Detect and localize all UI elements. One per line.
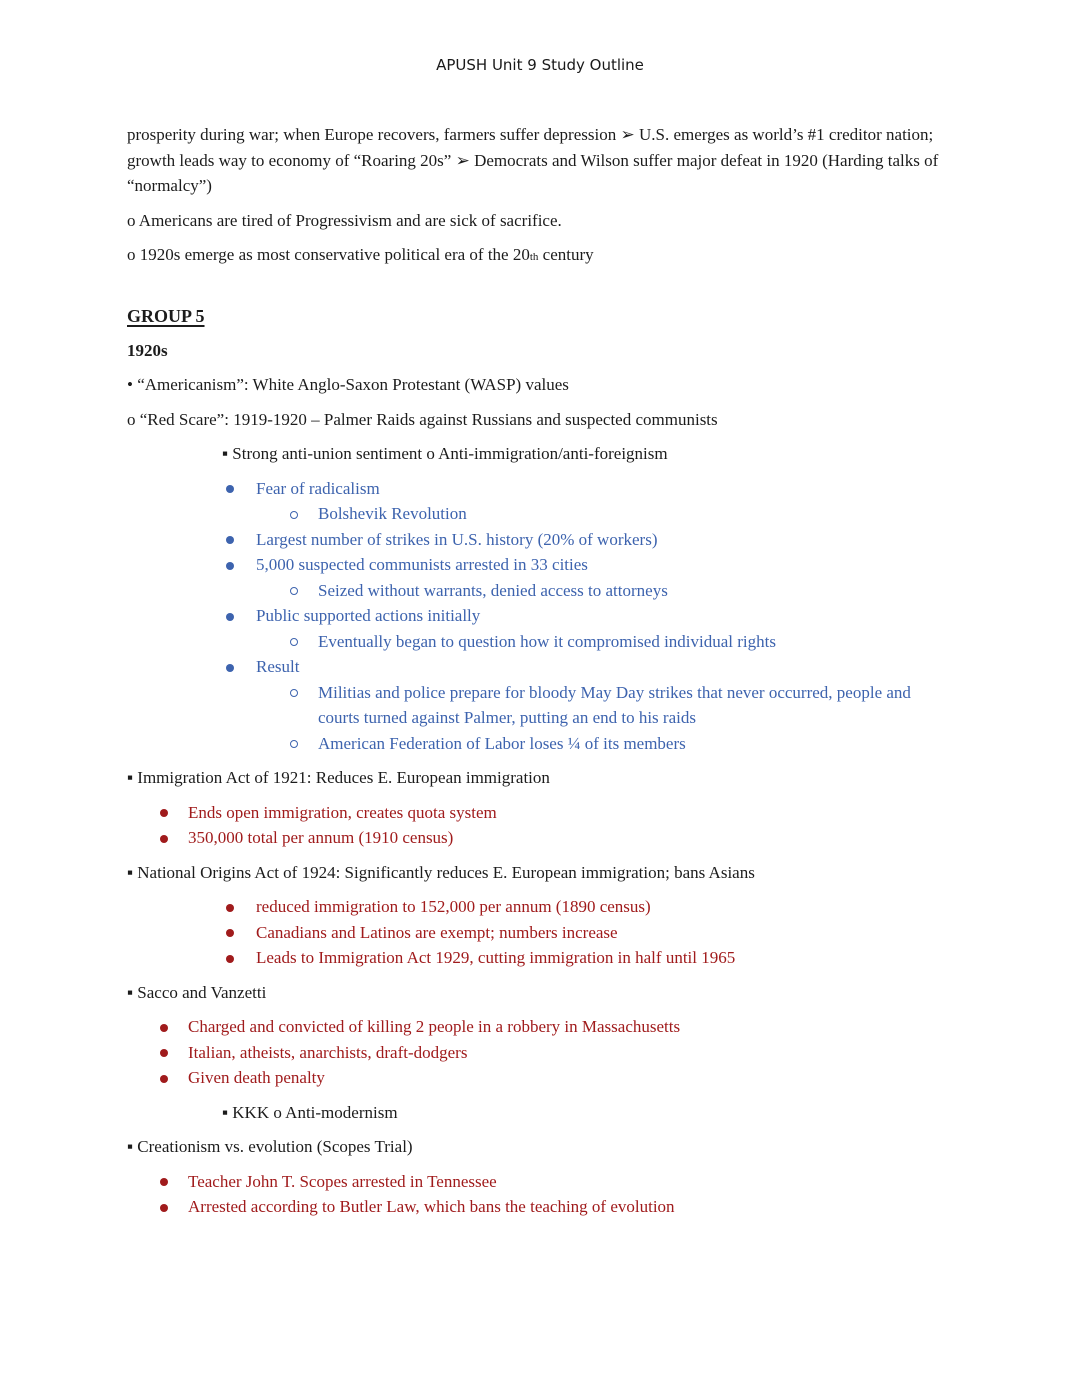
list-item [127,1194,953,1220]
list-item-text: Bolshevik Revolution [318,504,467,523]
list-item [127,1065,953,1091]
list-item-text: Fear of radicalism [256,478,380,498]
list-item [127,527,953,553]
filled-bullet-icon [160,1178,168,1186]
hollow-bullet-icon [290,638,298,646]
bullet-anti-union: ▪ Strong anti-union sentiment o Anti-immigration/anti-foreignism [222,444,668,463]
intro-point-conservative-suffix: century [538,245,594,264]
filled-bullet-icon [160,1049,168,1057]
list-item-text: Teacher John T. Scopes arrested in Tennessee [188,1171,497,1191]
list-item [127,476,953,502]
heading-national-origins-act-1924: ▪ National Origins Act of 1924: Significantly reduces E. European immigration; bans Asians [127,862,755,882]
national-origins-act-list [127,894,953,971]
filled-bullet-icon [160,1075,168,1083]
list-item-text: Result [256,657,300,676]
list-item-text: 5,000 suspected communists arrested in 33 cities [256,555,588,574]
list-item-text: Leads to Immigration Act 1929, cutting immigration in half until 1965 [256,948,736,967]
list-item [127,1040,953,1066]
intro-paragraph: prosperity during war; when Europe recovers, farmers suffer depression ➢ U.S. emerges as world’s #1 creditor nation; growth leads way to economy of “Roaring 20s” ➢ Democrats and Wilson suffer major defeat in 1920 (Harding talks of “normalcy”) [127,125,939,195]
group5-subheading: 1920s [127,340,168,360]
list-item-text: Italian, atheists, anarchists, draft-dodgers [188,1042,468,1062]
red-scare-list [127,476,953,757]
filled-bullet-icon [160,809,168,817]
bullet-americanism: • “Americanism”: White Anglo-Saxon Protestant (WASP) values [127,375,569,394]
filled-bullet-icon [226,613,234,621]
list-item [127,800,953,826]
list-item-text: Arrested according to Butler Law, which bans the teaching of evolution [188,1197,675,1216]
list-item [127,654,953,680]
list-item-text: American Federation of Labor loses ¼ of its members [318,733,686,753]
list-item [127,1169,953,1195]
list-item-text: Seized without warrants, denied access to attorneys [318,580,668,600]
list-item-text: Ends open immigration, creates quota system [188,802,497,822]
filled-bullet-icon [226,536,234,544]
filled-bullet-icon [226,929,234,937]
filled-bullet-icon [226,664,234,672]
list-item [127,629,953,655]
heading-scopes-trial: ▪ Creationism vs. evolution (Scopes Trial) [127,1137,413,1156]
hollow-bullet-icon [290,740,298,748]
hollow-bullet-icon [290,511,298,519]
bullet-red-scare: o “Red Scare”: 1919-1920 – Palmer Raids against Russians and suspected communists [127,409,718,429]
list-item [127,825,953,851]
filled-bullet-icon [160,1024,168,1032]
list-item [127,680,953,731]
bullet-kkk-antimodernism: ▪ KKK o Anti-modernism [222,1102,398,1122]
intro-point-conservative-prefix: o 1920s emerge as most conservative political era of the 20 [127,245,530,264]
list-item [127,552,953,578]
group5-heading: GROUP 5 [127,305,205,326]
list-item [127,501,953,527]
heading-sacco-vanzetti: ▪ Sacco and Vanzetti [127,982,267,1002]
list-item-text: Given death penalty [188,1068,325,1087]
list-item-text: Charged and convicted of killing 2 people in a robbery in Massachusetts [188,1017,681,1036]
filled-bullet-icon [226,562,234,570]
immigration-act-1921-list [127,800,953,851]
list-item-text: Public supported actions initially [256,606,481,625]
list-item [127,945,953,971]
list-item-text: Eventually began to question how it compromised individual rights [318,631,776,651]
list-item [127,603,953,629]
list-item [127,1014,953,1040]
heading-immigration-act-1921: ▪ Immigration Act of 1921: Reduces E. European immigration [127,768,550,787]
filled-bullet-icon [226,955,234,963]
list-item [127,920,953,946]
hollow-bullet-icon [290,689,298,697]
list-item-text: 350,000 total per annum (1910 census) [188,828,454,847]
list-item-text: Militias and police prepare for bloody May Day strikes that never occurred, people and courts turned against Palmer, putting an end to his raids [318,682,911,727]
list-item [127,731,953,757]
filled-bullet-icon [160,835,168,843]
sacco-vanzetti-list [127,1014,953,1091]
intro-point-conservative [127,242,953,271]
list-item [127,894,953,920]
filled-bullet-icon [160,1204,168,1212]
list-item-text: Canadians and Latinos are exempt; numbers increase [256,922,618,942]
filled-bullet-icon [226,485,234,493]
list-item-text: Largest number of strikes in U.S. history (20% of workers) [256,529,658,549]
page-title: APUSH Unit 9 Study Outline [436,56,644,74]
scopes-trial-list [127,1169,953,1220]
filled-bullet-icon [226,904,234,912]
intro-point-progressivism: o Americans are tired of Progressivism and are sick of sacrifice. [127,210,562,230]
list-item [127,578,953,604]
hollow-bullet-icon [290,587,298,595]
list-item-text: reduced immigration to 152,000 per annum (1890 census) [256,897,651,916]
ordinal-suffix: th [529,251,539,263]
